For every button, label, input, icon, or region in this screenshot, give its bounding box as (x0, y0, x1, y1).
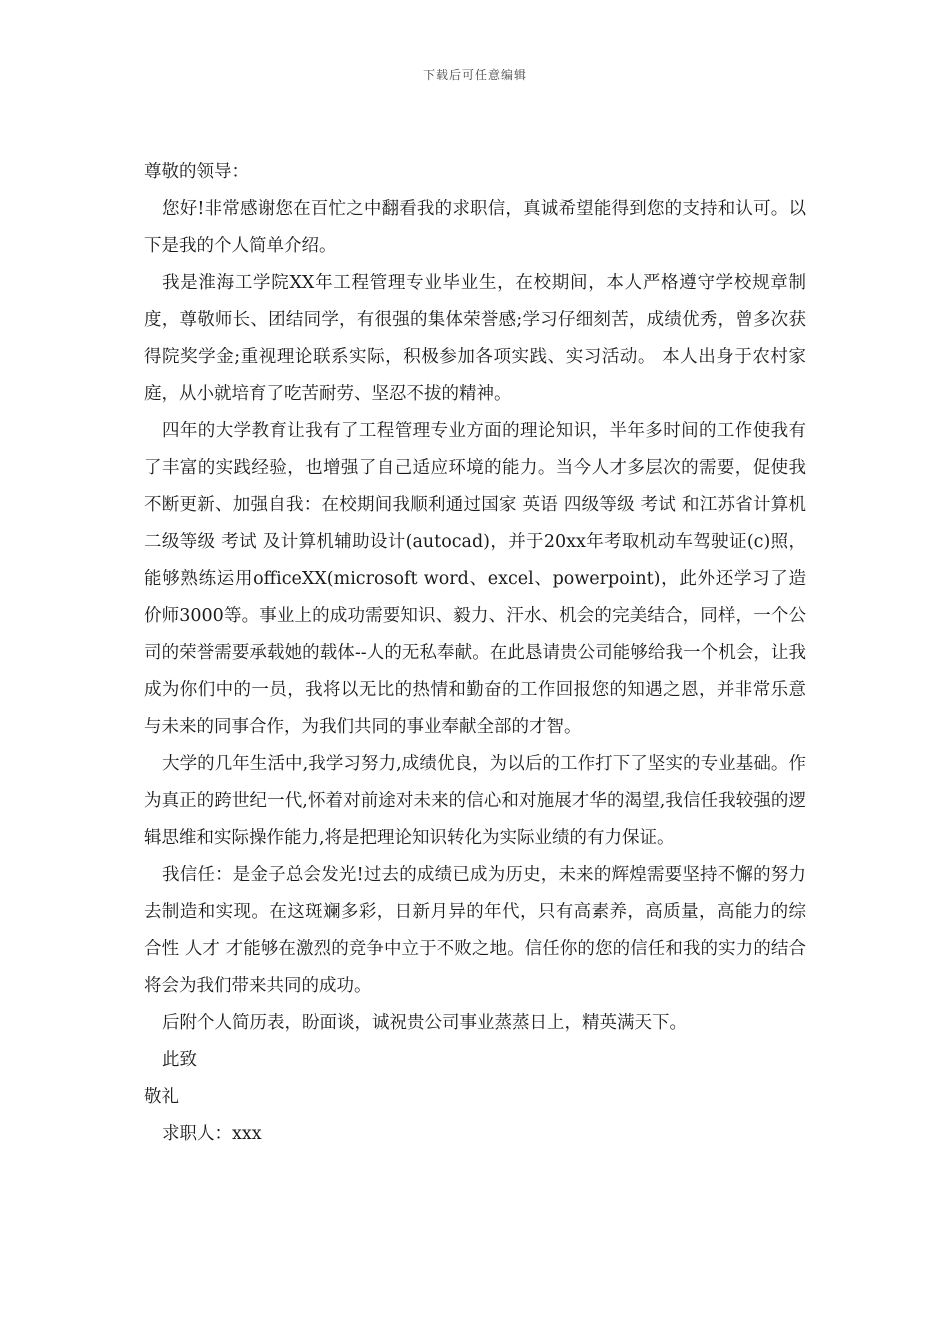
closing-line-2: 敬礼 (144, 1087, 179, 1107)
paragraph-resume-attached: 后附个人简历表，盼面谈，诚祝贵公司事业蒸蒸日上，精英满天下。 (162, 1013, 687, 1033)
paragraph-greeting: 您好!非常感谢您在百忙之中翻看我的求职信，真诚希望能得到您的支持和认可。以下是我的个人简单介绍。 (144, 199, 806, 256)
salutation: 尊敬的领导： (144, 162, 249, 182)
signature: 求职人：xxx (162, 1124, 262, 1144)
paragraph-belief: 我信任：是金子总会发光!过去的成绩已成为历史，未来的辉煌需要坚持不懈的努力去制造和实现。在这斑斓多彩，日新月异的年代，只有高素养，高质量，高能力的综合性 人才 才能够在激烈的竞争中立于不败之地。信任你的您的信任和我的实力的结合将会为我们带来共同的成功。 (144, 865, 806, 996)
paragraph-education-skills: 四年的大学教育让我有了工程管理专业方面的理论知识，半年多时间的工作使我有了丰富的实践经验，也增强了自己适应环境的能力。当今人才多层次的需要，促使我不断更新、加强自我：在校期间我顺利通过国家 英语 四级等级 考试 和江苏省计算机二级等级 考试 及计算机辅助设计(autocad)，并于20xx年考取机动车驾驶证(c)照，能够熟练运用officeXX(microsoft word、excel、powerpoint)，此外还学习了造价师3000等。事业上的成功需要知识、毅力、汗水、机会的完美结合，同样，一个公司的荣誉需要承载她的载体--人的无私奉献。在此恳请贵公司能够给我一个机会，让我成为你们中的一员，我将以无比的热情和勤奋的工作回报您的知遇之恩，并非常乐意与未来的同事合作，为我们共同的事业奉献全部的才智。 (144, 421, 806, 737)
paragraph-university-life: 大学的几年生活中,我学习努力,成绩优良，为以后的工作打下了坚实的专业基础。作为真正的跨世纪一代,怀着对前途对未来的信心和对施展才华的渴望,我信任我较强的逻辑思维和实际操作能力,将是把理论知识转化为实际业绩的有力保证。 (144, 754, 806, 848)
closing-line-1: 此致 (162, 1050, 197, 1070)
page-header-note: 下载后可任意编辑 (422, 68, 527, 82)
paragraph-introduction: 我是淮海工学院XX年工程管理专业毕业生，在校期间，本人严格遵守学校规章制度，尊敬师长、团结同学，有很强的集体荣誉感;学习仔细刻苦，成绩优秀，曾多次获得院奖学金;重视理论联系实际，积极参加各项实践、实习活动。 本人出身于农村家庭，从小就培育了吃苦耐劳、坚忍不拔的精神。 (144, 273, 806, 404)
letter-body (144, 154, 806, 1153)
